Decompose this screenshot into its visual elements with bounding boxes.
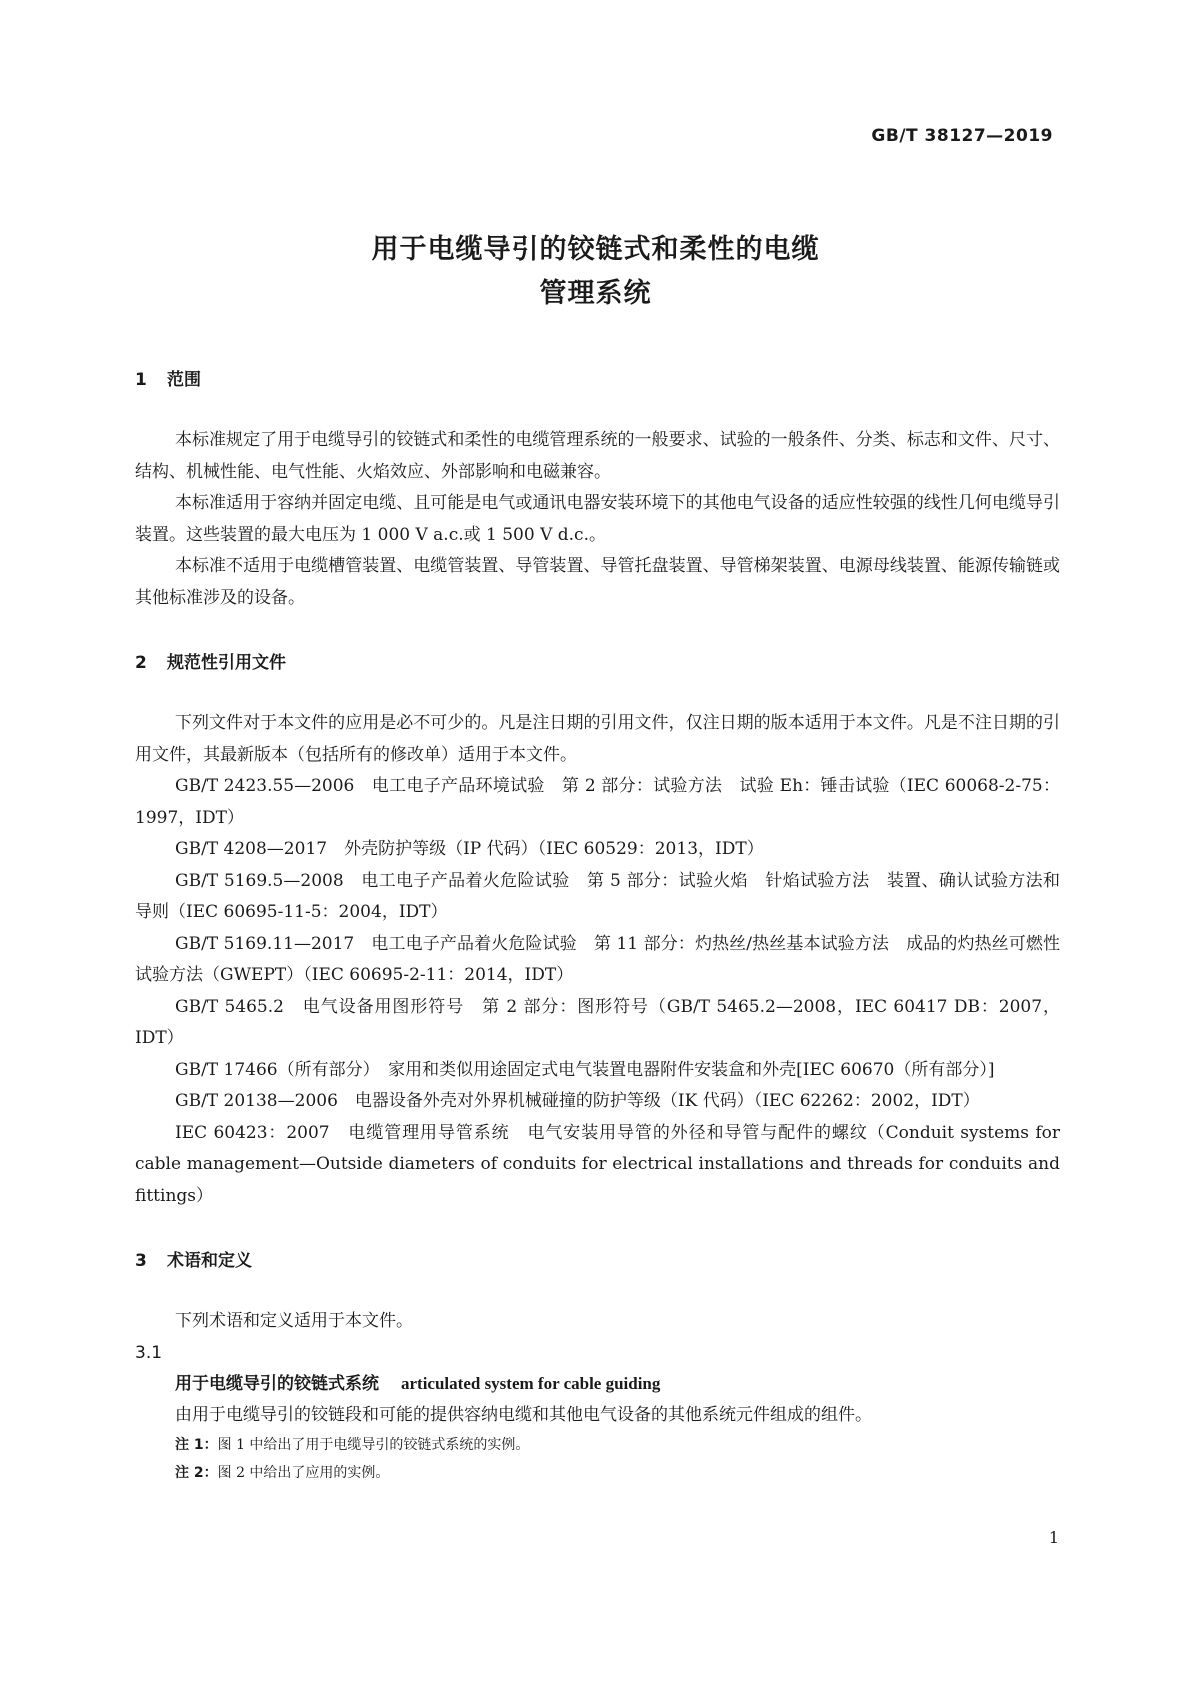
standard-number: GB/T 38127—2019	[871, 126, 1053, 146]
section-title: 术语和定义	[167, 1251, 252, 1271]
note-item	[135, 1431, 1060, 1459]
term-entry	[135, 1368, 1060, 1400]
reference-item: GB/T 5169.11—2017 电工电子产品着火危险试验 第 11 部分：灼热丝/热丝基本试验方法 成品的灼热丝可燃性试验方法（GWEPT）（IEC 60695-2-11：2014，IDT）	[135, 933, 1060, 985]
scope-paragraph: 本标准不适用于电缆槽管装置、电缆管装置、导管装置、导管托盘装置、导管梯架装置、电源母线装置、能源传输链或其他标准涉及的设备。	[135, 556, 1060, 608]
reference-item: GB/T 5465.2 电气设备用图形符号 第 2 部分：图形符号（GB/T 5465.2—2008，IEC 60417 DB：2007，IDT）	[135, 996, 1060, 1048]
section-2-heading	[135, 651, 1060, 675]
reference-item: GB/T 17466（所有部分） 家用和类似用途固定式电气装置电器附件安装盒和外壳[IEC 60670（所有部分）]	[175, 1059, 995, 1080]
document-title	[0, 228, 1191, 316]
clause-number: 3.1	[135, 1342, 163, 1363]
scope-paragraph: 本标准规定了用于电缆导引的铰链式和柔性的电缆管理系统的一般要求、试验的一般条件、分类、标志和文件、尺寸、结构、机械性能、电气性能、火焰效应、外部影响和电磁兼容。	[135, 430, 1060, 482]
section-title: 范围	[167, 370, 201, 390]
note-label: 注 2：	[175, 1465, 218, 1481]
term-definition: 由用于电缆导引的铰链段和可能的提供容纳电缆和其他电气设备的其他系统元件组成的组件。	[175, 1404, 872, 1425]
page-number: 1	[1048, 1528, 1059, 1547]
note-text: 图 1 中给出了用于电缆导引的铰链式系统的实例。	[217, 1437, 530, 1453]
reference-item: GB/T 2423.55—2006 电工电子产品环境试验 第 2 部分：试验方法 试验 Eh：锤击试验（IEC 60068-2-75：1997，IDT）	[135, 776, 1060, 828]
note-label: 注 1：	[175, 1437, 218, 1453]
references-intro: 下列文件对于本文件的应用是必不可少的。凡是注日期的引用文件，仅注日期的版本适用于本文件。凡是不注日期的引用文件，其最新版本（包括所有的修改单）适用于本文件。	[135, 713, 1060, 765]
reference-item: GB/T 20138—2006 电器设备外壳对外界机械碰撞的防护等级（IK 代码）（IEC 62262：2002，IDT）	[175, 1091, 980, 1111]
terms-intro: 下列术语和定义适用于本文件。	[175, 1311, 413, 1331]
title-line-1: 用于电缆导引的铰链式和柔性的电缆	[371, 234, 820, 265]
section-1-heading	[135, 368, 1060, 392]
reference-item: GB/T 5169.5—2008 电工电子产品着火危险试验 第 5 部分：试验火焰 针焰试验方法 装置、确认试验方法和导则（IEC 60695-11-5：2004，IDT）	[135, 870, 1060, 922]
section-number: 1	[135, 370, 147, 390]
note-text: 图 2 中给出了应用的实例。	[217, 1465, 390, 1481]
section-title: 规范性引用文件	[167, 653, 286, 673]
title-line-2: 管理系统	[539, 278, 652, 309]
section-number: 2	[135, 653, 147, 673]
reference-item: IEC 60423：2007 电缆管理用导管系统 电气安装用导管的外径和导管与配件的螺纹（Conduit systems for cable management—Outside diameters of conduits for electrical installations and threads for conduits and fittings）	[135, 1122, 1060, 1206]
section-number: 3	[135, 1251, 147, 1271]
note-item	[135, 1459, 1060, 1487]
term-chinese: 用于电缆导引的铰链式系统	[175, 1373, 379, 1394]
term-english: articulated system for cable guiding	[401, 1373, 661, 1393]
reference-item: GB/T 4208—2017 外壳防护等级（IP 代码）（IEC 60529：2013，IDT）	[175, 839, 764, 859]
section-3-heading	[135, 1249, 1060, 1273]
scope-paragraph: 本标准适用于容纳并固定电缆、且可能是电气或通讯电器安装环境下的其他电气设备的适应性较强的线性几何电缆导引装置。这些装置的最大电压为 1 000 V a.c.或 1 500 V d.c.。	[135, 493, 1060, 545]
document-body	[135, 368, 1060, 1487]
